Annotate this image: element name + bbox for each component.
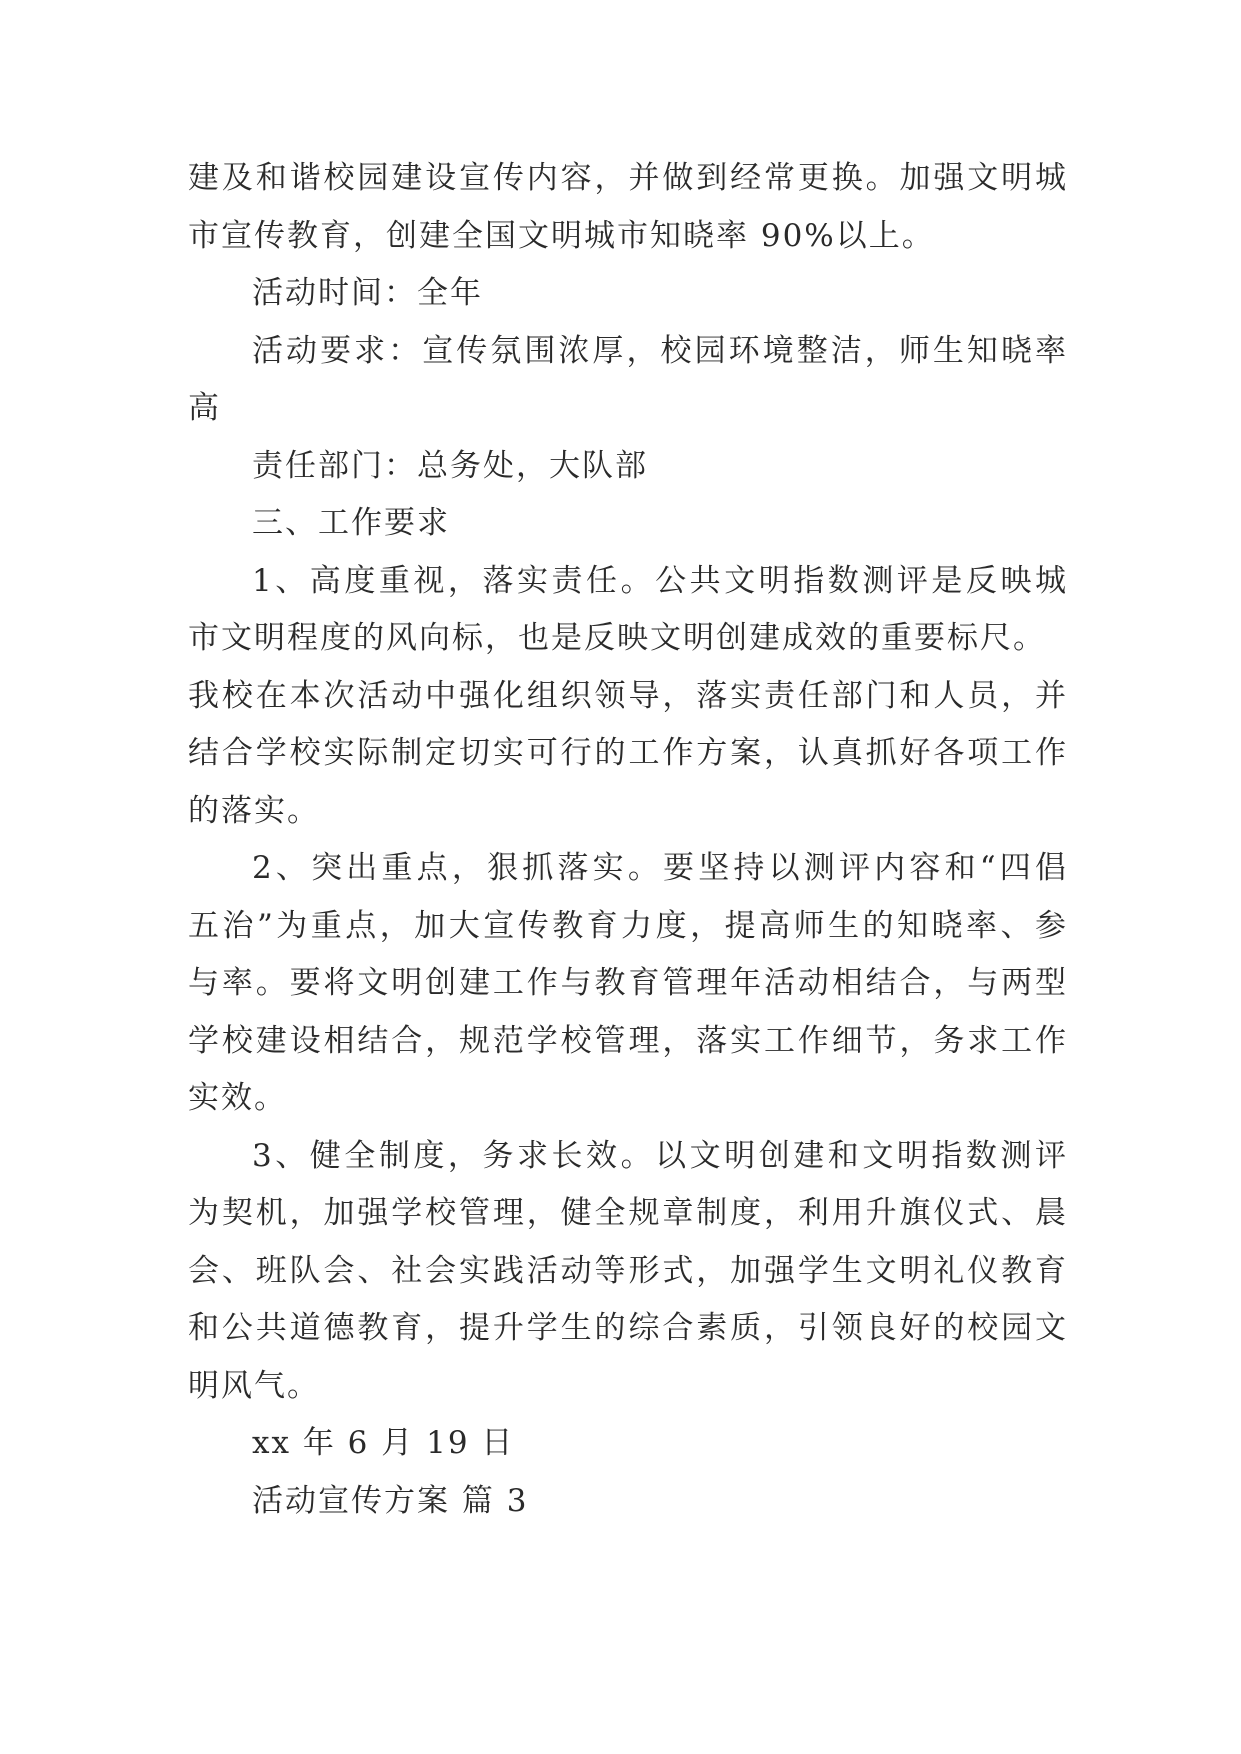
text-line: 三、工作要求 (252, 505, 450, 541)
section-title-plan-3 (188, 1473, 1068, 1531)
text-line: 市文明程度的风向标，也是反映文明创建成效的重要标尺。 (188, 620, 1046, 656)
text-line: 为契机，加强学校管理，健全规章制度，利用升旗仪式、晨 (188, 1195, 1068, 1231)
text-line: 活动时间：全年 (252, 275, 483, 311)
text-line: 与率。要将文明创建工作与教育管理年活动相结合，与两型 (188, 965, 1068, 1001)
text-line: 建及和谐校园建设宣传内容，并做到经常更换。加强文明城 (188, 160, 1068, 196)
text-line: 1、高度重视，落实责任。公共文明指数测评是反映城 (252, 562, 1068, 599)
text-line: 实效。 (188, 1080, 287, 1116)
text-line: 学校建设相结合，规范学校管理，落实工作细节，务求工作 (188, 1022, 1068, 1059)
paragraph-activity-time (188, 265, 1068, 323)
paragraph-item-3 (188, 1128, 1068, 1416)
text-line: 我校在本次活动中强化组织领导，落实责任部门和人员，并 (188, 677, 1068, 714)
date-line (188, 1415, 1068, 1473)
paragraph-item-2 (188, 840, 1068, 1128)
text-line: xx 年 6 月 19 日 (252, 1425, 515, 1461)
text-line: 责任部门：总务处，大队部 (252, 447, 648, 484)
text-line: 结合学校实际制定切实可行的工作方案，认真抓好各项工作 (188, 735, 1068, 771)
paragraph-publicity (188, 150, 1068, 265)
document-body (188, 150, 1068, 1530)
text-line: 活动宣传方案 篇 3 (252, 1482, 529, 1519)
text-line: 2、突出重点，狠抓落实。要坚持以测评内容和“四倡 (252, 850, 1068, 886)
text-line: 明风气。 (188, 1367, 320, 1404)
section-heading-work-requirements (188, 495, 1068, 553)
text-line: 的落实。 (188, 792, 320, 829)
text-line: 活动要求：宣传氛围浓厚，校园环境整洁，师生知晓率 (252, 332, 1068, 369)
text-line: 高 (188, 390, 221, 426)
paragraph-responsible-dept (188, 438, 1068, 496)
text-line: 市宣传教育，创建全国文明城市知晓率 90%以上。 (188, 217, 935, 254)
text-line: 会、班队会、社会实践活动等形式，加强学生文明礼仪教育 (188, 1252, 1068, 1289)
paragraph-activity-requirement (188, 323, 1068, 438)
text-line: 3、健全制度，务求长效。以文明创建和文明指数测评 (252, 1137, 1068, 1174)
text-line: 和公共道德教育，提升学生的综合素质，引领良好的校园文 (188, 1310, 1068, 1346)
paragraph-item-1 (188, 553, 1068, 841)
text-line: 五治”为重点，加大宣传教育力度，提高师生的知晓率、参 (188, 907, 1068, 944)
